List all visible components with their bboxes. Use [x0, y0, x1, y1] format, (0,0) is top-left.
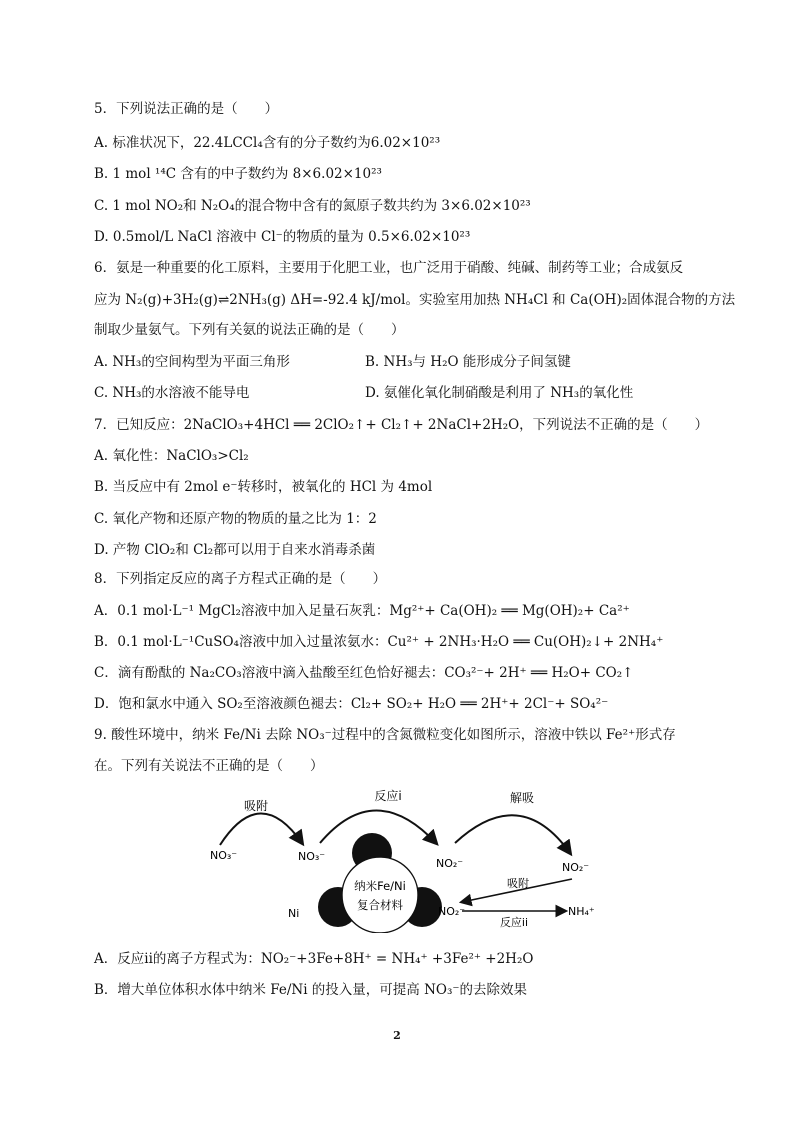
species-no2-readsorbed: NO₂⁻: [438, 905, 466, 918]
q8-option-c: C．滴有酚酞的 Na₂CO₃溶液中滴入盐酸至红色恰好褪去：CO₃²⁻+ 2H⁺ ══ H₂O+ CO₂↑: [94, 665, 634, 681]
q6-option-b: B. NH₃与 H₂O 能形成分子间氢键: [365, 354, 571, 370]
desorb-arrow: [455, 815, 570, 853]
q7-option-b: B. 当反应中有 2mol e⁻转移时，被氧化的 HCl 为 4mol: [94, 479, 433, 495]
label-desorb: 解吸: [509, 791, 535, 805]
q7-option-d: D. 产物 ClO₂和 Cl₂都可以用于自来水消毒杀菌: [94, 542, 376, 558]
q9-stem-line1: 9. 酸性环境中，纳米 Fe/Ni 去除 NO₃⁻过程中的含氮微粒变化如图所示，溶液中铁以 Fe²⁺形式存: [94, 727, 676, 743]
q6-option-c: C. NH₃的水溶液不能导电: [94, 385, 250, 401]
q9-option-b: B．增大单位体积水体中纳米 Fe/Ni 的投入量，可提高 NO₃⁻的去除效果: [94, 982, 528, 998]
label-adsorb: 吸附: [243, 799, 269, 813]
q7-option-c: C. 氧化产物和还原产物的物质的量之比为 1：2: [94, 511, 377, 527]
q8-stem: 8．下列指定反应的离子方程式正确的是（ ）: [94, 571, 387, 587]
q8-option-d: D．饱和氯水中通入 SO₂至溶液颜色褪去：Cl₂+ SO₂+ H₂O ══ 2H⁺+ 2Cl⁻+ SO₄²⁻: [94, 696, 609, 712]
q5-option-d: D. 0.5mol/L NaCl 溶液中 Cl⁻的物质的量为 0.5×6.02×10²³: [94, 229, 471, 245]
species-no3-adsorbed: NO₃⁻: [298, 850, 326, 863]
q5-option-c: C. 1 mol NO₂和 N₂O₄的混合物中含有的氮原子数共约为 3×6.02×10²³: [94, 198, 531, 214]
q6-option-a: A. NH₃的空间构型为平面三角形: [94, 354, 290, 370]
species-ni: Ni: [288, 907, 300, 920]
q8-option-a: A．0.1 mol·L⁻¹ MgCl₂溶液中加入足量石灰乳：Mg²⁺+ Ca(OH)₂ ══ Mg(OH)₂+ Ca²⁺: [94, 603, 630, 619]
q9-option-a: A．反应ii的离子方程式为：NO₂⁻+3Fe+8H⁺ = NH₄⁺ +3Fe²⁺ +2H₂O: [94, 951, 534, 967]
q6-stem-line1: 6．氨是一种重要的化工原料，主要用于化肥工业，也广泛用于硝酸、纯碱、制药等工业；合成氨反: [94, 260, 684, 276]
q7-stem: 7．已知反应：2NaClO₃+4HCl ══ 2ClO₂↑+ Cl₂↑+ 2NaCl+2H₂O，下列说法不正确的是（ ）: [94, 417, 709, 433]
species-no3-free: NO₃⁻: [210, 849, 238, 862]
q5-stem: 5．下列说法正确的是（ ）: [94, 101, 279, 117]
page-number: 2: [393, 1029, 401, 1042]
species-no2-adsorbed: NO₂⁻: [436, 857, 464, 870]
center-line2: 复合材料: [357, 898, 403, 912]
q8-option-b: B．0.1 mol·L⁻¹CuSO₄溶液中加入过量浓氨水：Cu²⁺ + 2NH₃·H₂O ══ Cu(OH)₂↓+ 2NH₄⁺: [94, 634, 664, 650]
q5-option-a: A. 标准状况下，22.4LCCl₄含有的分子数约为6.02×10²³: [94, 135, 441, 151]
q5-option-b: B. 1 mol ¹⁴C 含有的中子数约为 8×6.02×10²³: [94, 166, 382, 182]
reaction-diagram: [200, 783, 620, 933]
species-no2-free: NO₂⁻: [562, 861, 590, 874]
label-reaction-i: 反应i: [374, 789, 402, 803]
center-line1: 纳米Fe/Ni: [354, 879, 406, 893]
species-nh4: NH₄⁺: [568, 905, 595, 918]
fe-ni-composite: [342, 857, 418, 933]
q9-stem-line2: 在。下列有关说法不正确的是（ ）: [94, 758, 324, 774]
adsorb-arrow: [220, 813, 302, 845]
label-adsorb2: 吸附: [507, 877, 529, 890]
q6-option-d: D. 氨催化氧化制硝酸是利用了 NH₃的氧化性: [365, 385, 634, 401]
q6-stem-line2: 应为 N₂(g)+3H₂(g)⇌2NH₃(g) ΔH=-92.4 kJ/mol。实验室用加热 NH₄Cl 和 Ca(OH)₂固体混合物的方法: [94, 292, 736, 308]
q7-option-a: A. 氧化性：NaClO₃>Cl₂: [94, 448, 249, 464]
q6-stem-line3: 制取少量氨气。下列有关氨的说法正确的是（ ）: [94, 322, 405, 338]
label-reaction-ii: 反应ii: [499, 916, 529, 929]
